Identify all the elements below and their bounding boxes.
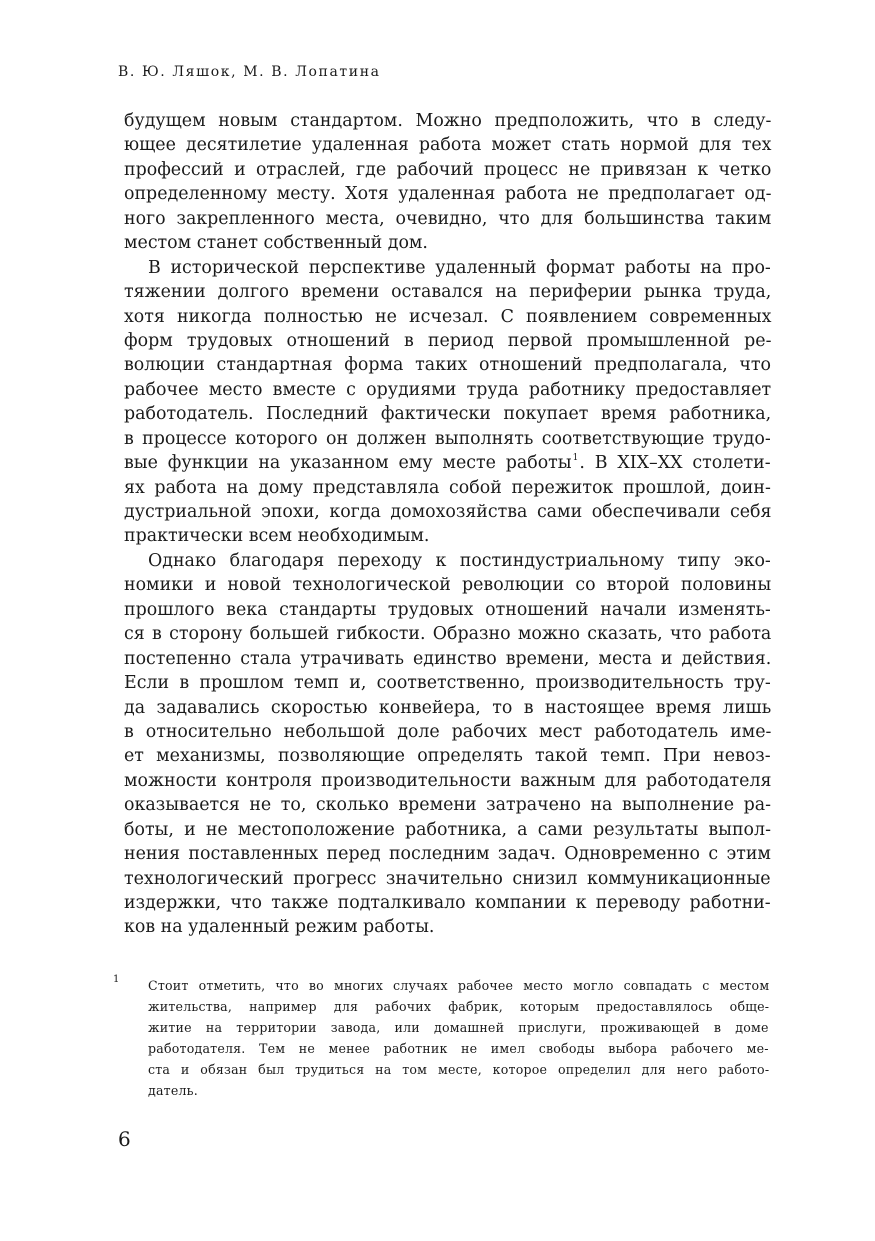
footnote-marker: 1 <box>113 974 120 985</box>
text-line: практически всем необходимым. <box>124 526 430 547</box>
text-line: местом станет собственный дом. <box>124 233 428 254</box>
text-line: работодатель. Последний фактически покупает время работника, <box>124 404 772 425</box>
text-line: ного закрепленного места, очевидно, что для большинства таким <box>124 208 772 229</box>
text-line: Однако благодаря переходу к постиндустриальному типу эко- <box>148 550 771 571</box>
text-line: форм трудовых отношений в период первой промышленной ре- <box>124 330 772 351</box>
text-line: рабочее место вместе с орудиями труда работнику предоставляет <box>124 379 772 400</box>
footnote-line: датель. <box>148 1083 198 1098</box>
running-head: В. Ю. Ляшок, М. В. Лопатина <box>118 64 381 80</box>
text-line: хотя никогда полностью не исчезал. С появлением современных <box>124 306 772 327</box>
text-line: дустриальной эпохи, когда домохозяйства сами обеспечивали себя <box>124 502 772 522</box>
footnote-line: ста и обязан был трудиться на том месте, которое определил для него работо- <box>148 1062 770 1077</box>
text-segment: вые функции на указанном ему месте работы <box>124 453 572 474</box>
text-line: в процессе которого он должен выполнять соответствующие трудо- <box>124 428 771 449</box>
text-line: будущем новым стандартом. Можно предположить, что в следу- <box>124 111 772 131</box>
text-line: ющее десятилетие удаленная работа может стать нормой для тех <box>124 135 772 156</box>
page-number: 6 <box>118 1127 131 1151</box>
text-line: волюции стандартная форма таких отношений предполагала, что <box>124 355 772 376</box>
text-line: технологический прогресс значительно снизил коммуникационные <box>124 868 771 889</box>
text-line: прошлого века стандарты трудовых отношений начали изменять- <box>124 599 771 620</box>
text-line: Если в прошлом темп и, соответственно, производительность тру- <box>124 673 771 694</box>
text-line: да задавались скоростью конвейера, то в настоящее время лишь <box>124 697 772 718</box>
text-line: В исторической перспективе удаленный формат работы на про- <box>148 257 771 278</box>
footnote <box>148 975 769 1101</box>
body-text <box>124 109 771 940</box>
footnote-reference[interactable]: 1 <box>572 453 579 464</box>
text-line: нения поставленных перед последним задач. Одновременно с этим <box>124 844 771 865</box>
text-segment: . В XIX–XX столети- <box>579 453 771 474</box>
footnote-line: житие на территории завода, или домашней прислуги, проживающей в доме <box>148 1020 769 1035</box>
text-line: ет механизмы, позволяющие определять такой темп. При невоз- <box>124 746 771 767</box>
text-line: постепенно стала утрачивать единство времени, места и действия. <box>124 648 772 669</box>
footnote-line: жительства, например для рабочих фабрик, которым предоставлялось обще- <box>148 999 770 1014</box>
text-line: можности контроля производительности важным для работодателя <box>124 770 772 791</box>
text-line: боты, и не местоположение работника, а сами результаты выпол- <box>124 819 771 840</box>
text-line: номики и новой технологической революции со второй половины <box>124 575 772 596</box>
text-line: тяжении долгого времени оставался на периферии рынка труда, <box>124 282 772 303</box>
text-line-with-footnote-ref <box>124 451 771 475</box>
text-line: оказывается не то, сколько времени затрачено на выполнение ра- <box>124 795 771 816</box>
text-line: ях работа на дому представляла собой пережиток прошлой, доин- <box>124 477 771 498</box>
text-line: издержки, что также подталкивало компании к переводу работни- <box>124 893 771 913</box>
text-line: ся в сторону большей гибкости. Образно можно сказать, что работа <box>124 624 772 645</box>
footnote-line: работодателя. Тем не менее работник не имел свободы выбора рабочего ме- <box>148 1041 769 1056</box>
text-line: определенному месту. Хотя удаленная работа не предполагает од- <box>124 184 772 205</box>
text-line: в относительно небольшой доле рабочих мест работодатель име- <box>124 721 772 742</box>
footnote-line: Стоит отметить, что во многих случаях рабочее место могло совпадать с местом <box>148 978 770 993</box>
text-line: профессий и отраслей, где рабочий процесс не привязан к четко <box>124 159 772 180</box>
text-line: ков на удаленный режим работы. <box>124 917 435 938</box>
